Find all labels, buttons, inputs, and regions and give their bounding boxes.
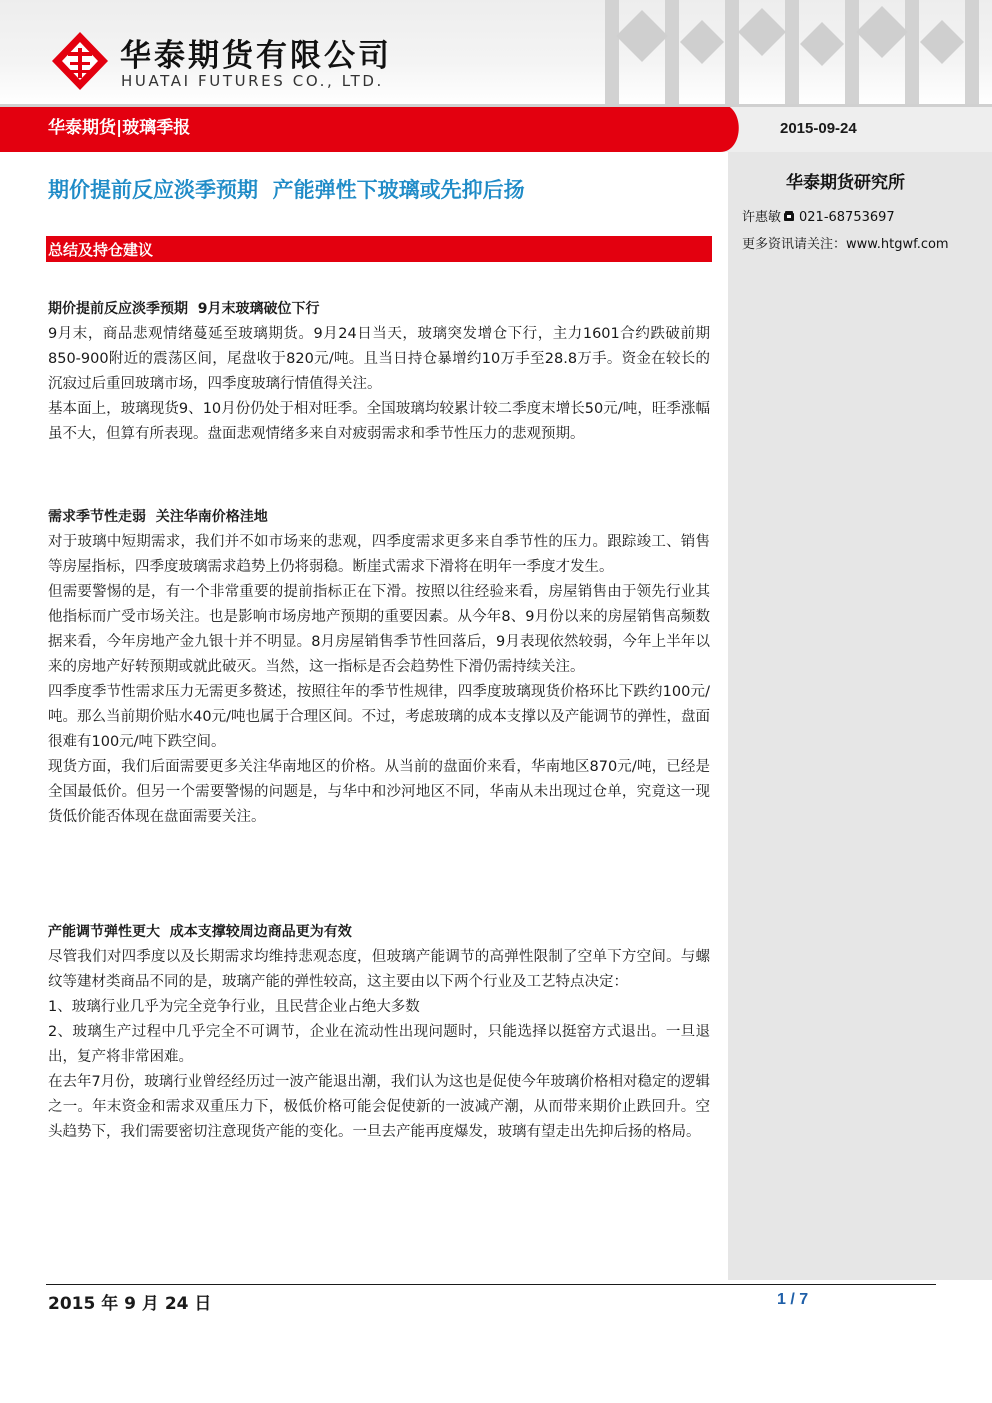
company-name-cn: 华泰期货有限公司 — [120, 38, 392, 74]
paragraph: 对于玻璃中短期需求，我们并不如市场来的悲观，四季度需求更多来自季节性的压力。跟踪竣工、销售等房屋指标，四季度玻璃需求趋势上仍将弱稳。断崖式需求下滑将在明年一季度才发生。 — [48, 534, 710, 575]
list-item: 2、玻璃生产过程中几乎完全不可调节，企业在流动性出现问题时，只能选择以挺窑方式退出。一旦退出，复产将非常困难。 — [48, 1024, 710, 1065]
paragraph: 四季度季节性需求压力无需更多赘述，按照往年的季节性规律，四季度玻璃现货价格环比下跌约100元/吨。那么当前期价贴水40元/吨也属于合理区间。不过，考虑玻璃的成本支撑以及产能调节的弹性，盘面很难有100元/吨下跌空间。 — [48, 684, 710, 750]
footer-date: 2015 年 9 月 24 日 — [48, 1294, 212, 1314]
report-category-title: 华泰期货|玻璃季报 — [48, 118, 191, 138]
sidebar — [728, 152, 992, 1280]
report-date: 2015-09-24 — [780, 120, 857, 137]
research-institute-name: 华泰期货研究所 — [786, 173, 905, 193]
header-decoration — [572, 0, 992, 104]
paragraph: 尽管我们对四季度以及长期需求均维持悲观态度，但玻璃产能调节的高弹性限制了空单下方空间。与螺纹等建材类商品不同的是，玻璃产能的弹性较高，这主要由以下两个行业及工艺特点决定： — [48, 949, 710, 990]
section-seasonal-demand — [48, 504, 710, 830]
phone-icon — [783, 210, 795, 222]
more-info — [742, 233, 949, 252]
footer-divider — [46, 1284, 936, 1285]
analyst-contact — [742, 206, 895, 225]
section-heading: 需求季节性走弱 关注华南价格洼地 — [48, 509, 268, 525]
paragraph: 基本面上，玻璃现货9、10月份仍处于相对旺季。全国玻璃均较累计较二季度末增长50元/吨，旺季涨幅虽不大，但算有所表现。盘面悲观情绪多来自对疲弱需求和季节性压力的悲观预期。 — [48, 401, 710, 442]
huatai-logo-icon — [52, 32, 108, 90]
list-item: 1、玻璃行业几乎为完全竞争行业，且民营企业占绝大多数 — [48, 999, 420, 1015]
section-heading: 产能调节弹性更大 成本支撑较周边商品更为有效 — [48, 924, 352, 940]
summary-heading: 总结及持仓建议 — [48, 241, 154, 259]
paragraph: 9月末，商品悲观情绪蔓延至玻璃期货。9月24日当天，玻璃突发增仓下行，主力1601合约跌破前期850-900附近的震荡区间，尾盘收于820元/吨。且当日持仓暴增约10万手至28.8万手。资金在较长的沉寂过后重回玻璃市场，四季度玻璃行情值得关注。 — [48, 326, 710, 392]
paragraph: 但需要警惕的是，有一个非常重要的提前指标正在下滑。按照以往经验来看，房屋销售由于领先行业其他指标而广受市场关注。也是影响市场房地产预期的重要因素。从今年8、9月份以来的房屋销售高频数据来看，今年房地产金九银十并不明显。8月房屋销售季节性回落后，9月表现依然较弱，今年上半年以来的房地产好转预期或就此破灭。当然，这一指标是否会趋势性下滑仍需持续关注。 — [48, 584, 710, 675]
paragraph: 现货方面，我们后面需要更多关注华南地区的价格。从当前的盘面价来看，华南地区870元/吨，已经是全国最低价。但另一个需要警惕的问题是，与华中和沙河地区不同，华南从未出现过仓单，究竟这一现货低价能否体现在盘面需要关注。 — [48, 759, 710, 825]
page-number: 1 / 7 — [777, 1291, 809, 1308]
company-name-en: HUATAI FUTURES CO., LTD. — [121, 72, 384, 90]
section-capacity-elasticity — [48, 919, 710, 1145]
report-title: 期价提前反应淡季预期 产能弹性下玻璃或先抑后扬 — [48, 178, 525, 202]
paragraph: 在去年7月份，玻璃行业曾经经历过一波产能退出潮，我们认为这也是促使今年玻璃价格相对稳定的逻辑之一。年末资金和需求双重压力下，极低价格可能会促使新的一波减产潮，从而带来期价止跌回升。空头趋势下，我们需要密切注意现货产能的变化。一旦去产能再度爆发，玻璃有望走出先抑后扬的格局。 — [48, 1074, 710, 1140]
section-heading: 期价提前反应淡季预期 9月末玻璃破位下行 — [48, 301, 320, 317]
analyst-phone: 021-68753697 — [799, 210, 895, 225]
analyst-name: 许惠敏 — [742, 210, 782, 225]
more-info-label: 更多资讯请关注： — [742, 237, 847, 252]
page-header — [0, 0, 992, 104]
website-link[interactable]: www.htgwf.com — [846, 237, 949, 252]
section-price-reaction — [48, 296, 710, 447]
